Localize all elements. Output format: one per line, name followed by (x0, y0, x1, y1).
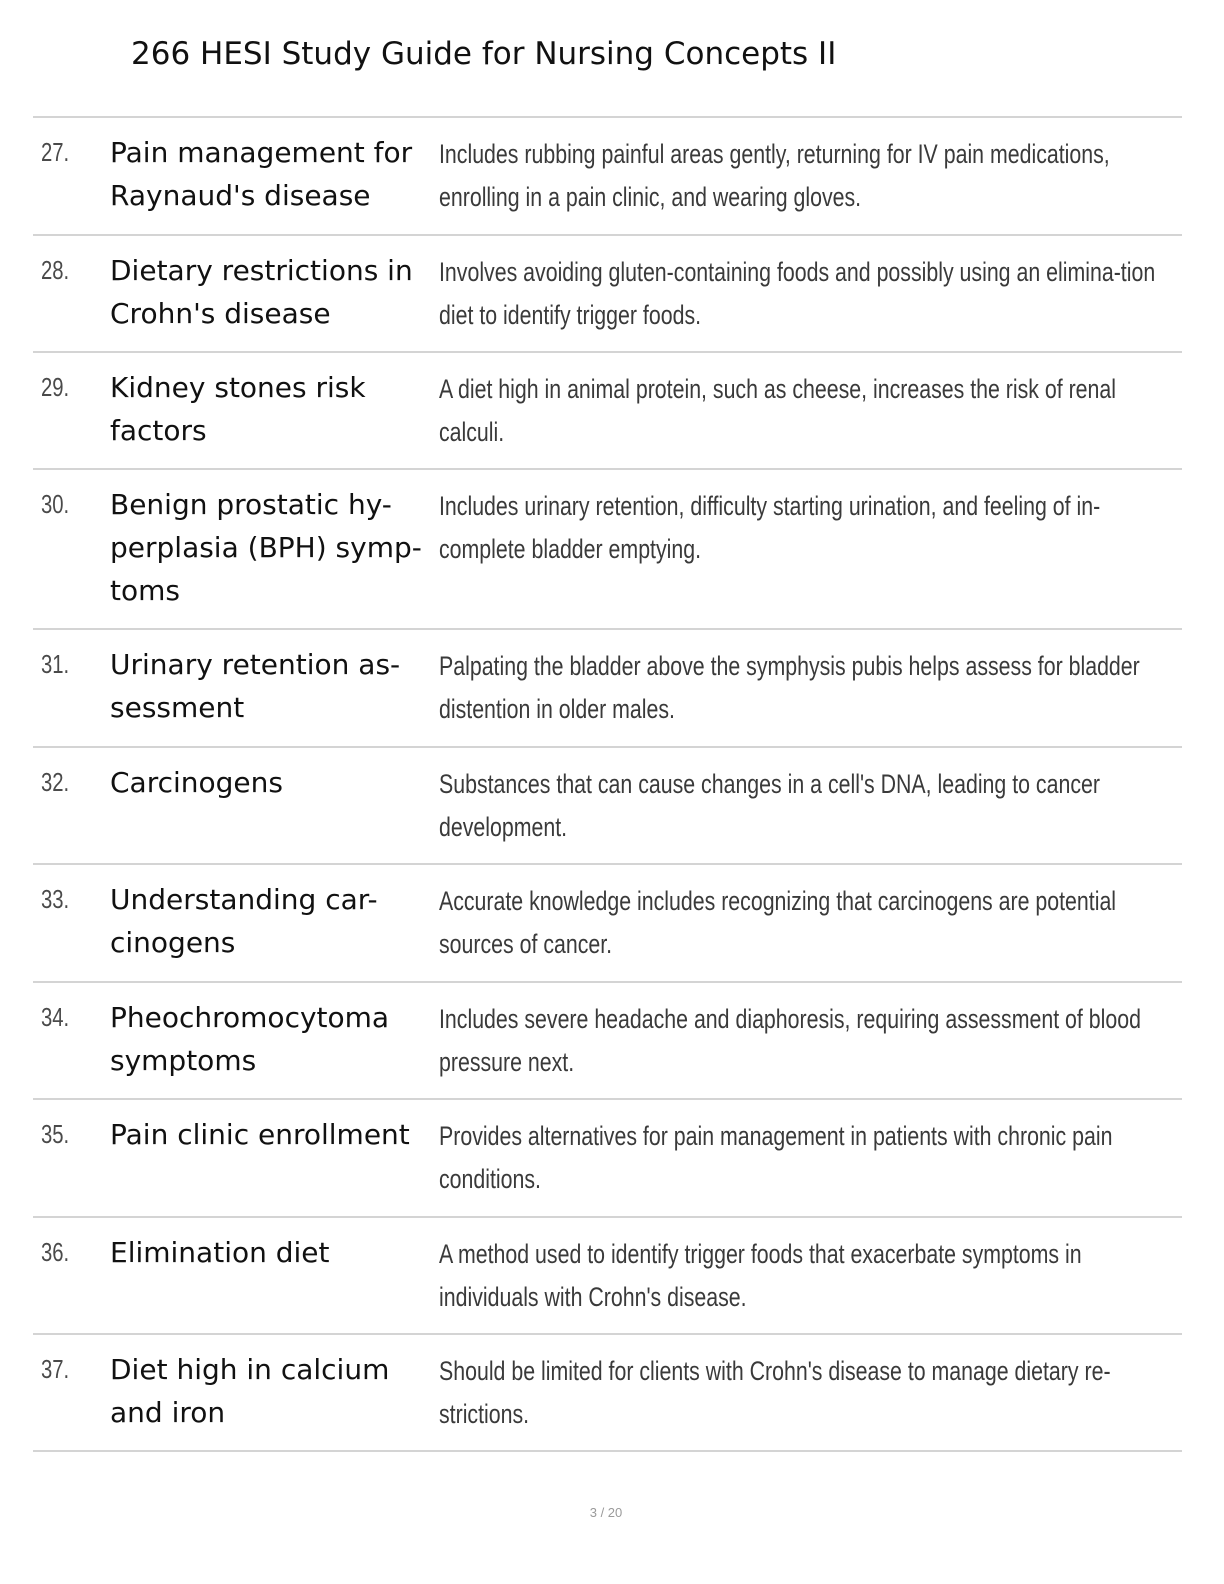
row-definition: Includes urinary retention, difficulty starting urination, and feeling of in-complete bladder emptying. (439, 491, 1101, 564)
table-row (33, 748, 1182, 865)
row-number: 27. (41, 137, 70, 167)
table-row (33, 630, 1182, 748)
row-number: 31. (41, 649, 70, 679)
term-list (33, 116, 1182, 1452)
row-number: 34. (41, 1002, 70, 1032)
row-term: Urinary retention as-sessment (110, 648, 401, 724)
row-number: 32. (41, 767, 70, 797)
row-term: Carcinogens (110, 766, 283, 799)
row-term: Dietary restrictions in Crohn's disease (110, 254, 413, 330)
row-definition: Accurate knowledge includes recognizing that carcinogens are potential sources of cancer. (439, 886, 1117, 959)
row-definition: Includes severe headache and diaphoresis, requiring assessment of blood pressure next. (439, 1004, 1141, 1077)
table-row (33, 353, 1182, 470)
row-term: Pain management for Raynaud's disease (110, 136, 413, 212)
row-number: 29. (41, 372, 70, 402)
table-row (33, 1100, 1182, 1218)
row-definition: Provides alternatives for pain management in patients with chronic pain conditions. (439, 1121, 1113, 1194)
row-definition: A method used to identify trigger foods that exacerbate symptoms in individuals with Crohn's disease. (439, 1239, 1082, 1312)
row-term: Pain clinic enrollment (110, 1118, 410, 1151)
table-row (33, 470, 1182, 630)
row-number: 33. (41, 884, 70, 914)
row-term: Kidney stones risk factors (110, 371, 366, 447)
row-definition: Palpating the bladder above the symphysis pubis helps assess for bladder distention in older males. (439, 651, 1140, 724)
row-definition: Substances that can cause changes in a cell's DNA, leading to cancer development. (439, 769, 1100, 842)
row-definition: Includes rubbing painful areas gently, returning for IV pain medications, enrolling in a pain clinic, and wearing gloves. (439, 139, 1110, 212)
row-term: Pheochromocytoma symptoms (110, 1001, 390, 1077)
row-definition: A diet high in animal protein, such as cheese, increases the risk of renal calculi. (439, 374, 1117, 447)
row-number: 35. (41, 1119, 70, 1149)
row-term: Diet high in calcium and iron (110, 1353, 390, 1429)
table-row (33, 865, 1182, 983)
page-number: 3 / 20 (589, 1505, 623, 1520)
row-term: Understanding car-cinogens (110, 883, 378, 959)
row-definition: Should be limited for clients with Crohn's disease to manage dietary re-strictions. (439, 1356, 1111, 1429)
table-row (33, 1335, 1182, 1452)
table-row (33, 236, 1182, 353)
row-term: Benign prostatic hy-perplasia (BPH) symp-toms (110, 488, 422, 607)
row-number: 30. (41, 489, 70, 519)
table-row (33, 983, 1182, 1100)
table-row (33, 118, 1182, 236)
page-title: 266 HESI Study Guide for Nursing Concepts II (131, 36, 837, 72)
row-definition: Involves avoiding gluten-containing foods and possibly using an elimina-tion diet to identify trigger foods. (439, 257, 1156, 330)
row-number: 28. (41, 255, 70, 285)
row-number: 36. (41, 1237, 70, 1267)
table-row (33, 1218, 1182, 1335)
row-number: 37. (41, 1354, 70, 1384)
row-term: Elimination diet (110, 1236, 330, 1269)
